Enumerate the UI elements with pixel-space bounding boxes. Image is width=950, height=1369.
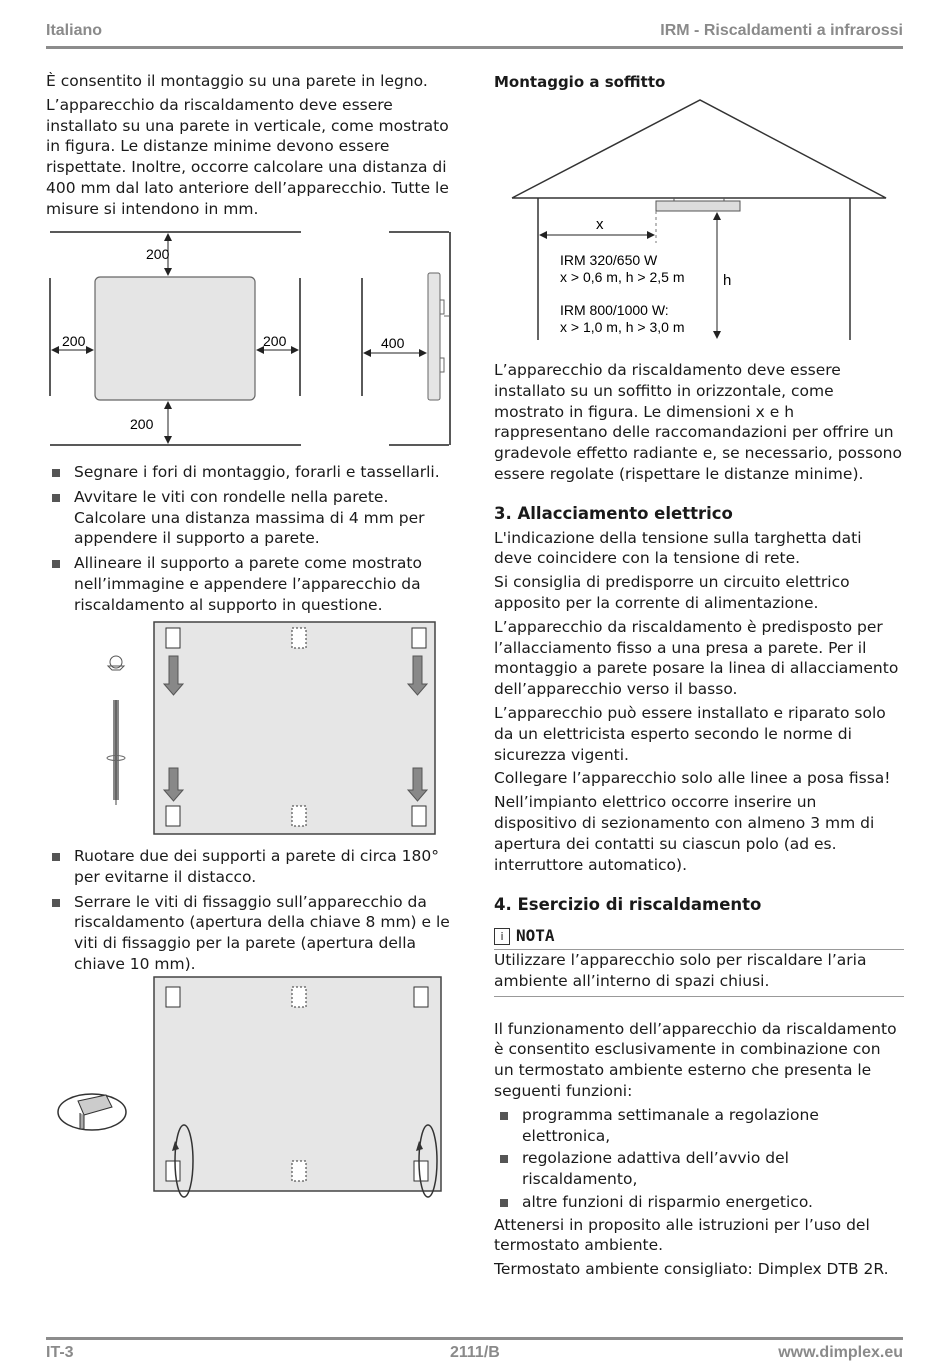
left-intro: [46, 71, 456, 223]
header-language: Italiano: [46, 22, 103, 39]
dim-x: x: [596, 216, 604, 233]
section-3-title: 3. Allacciamento elettrico: [494, 503, 733, 523]
footer-rule: [46, 1337, 903, 1340]
fig-label-4: x > 1,0 m, h > 3,0 m: [560, 319, 685, 335]
dim-left: 200: [62, 333, 86, 349]
left-p1: È consentito il montaggio su una parete in legno.: [46, 72, 428, 90]
fixing-steps: [46, 846, 456, 979]
s4-paragraph: Il funzionamento dell’apparecchio da riscaldamento è consentito esclusivamente in combinazione con un termostato ambiente esterno che presenta le seguenti funzioni:: [494, 1019, 897, 1100]
right-content: [494, 360, 904, 1283]
s3-paragraph: Nell’impianto elettrico occorre inserire un dispositivo di sezionamento con almeno 3 mm di apertura dei contatti su ciascun polo (ad es. interruttore automatico).: [494, 793, 875, 874]
footer-page: IT-3: [46, 1344, 74, 1361]
list-item: Ruotare due dei supporti a parete di circa 180° per evitarne il distacco.: [46, 846, 456, 888]
s3-paragraph: Si consiglia di predisporre un circuito elettrico apposito per la corrente di alimentazione.: [494, 573, 850, 612]
list-item: programma settimanale a regolazione elettronica,: [494, 1105, 904, 1147]
section-4-title: 4. Esercizio di riscaldamento: [494, 895, 762, 915]
left-p2: L’apparecchio da riscaldamento deve essere installato su una parete in verticale, come mostrato in figura. Le distanze minime devono essere rispettate. Inoltre, occorre calcolare una distanza di 400 mm dal lato anteriore dell’apparecchio. Tutte le misure si intendono in mm.: [46, 95, 449, 218]
list-item: regolazione adattiva dell’avvio del riscaldamento,: [494, 1148, 904, 1190]
footer-doc: 2111/B: [450, 1344, 500, 1361]
fig-label-3: IRM 800/1000 W:: [560, 302, 669, 318]
heater-panel-side: [428, 273, 440, 400]
note-text: Utilizzare l’apparecchio solo per riscaldare l’aria ambiente all’interno di spazi chiusi.: [494, 950, 904, 997]
ceiling-text: L’apparecchio da riscaldamento deve essere installato su un soffitto in orizzontale, come mostrato in figura. Le dimensioni x e h rappresentano delle raccomandazioni per offrire un gradevole effetto radiante e, se necessario, possono essere regolate (rispettare le distanze minime).: [494, 361, 902, 483]
ceiling-mount-title: Montaggio a soffitto: [494, 73, 666, 91]
s3-paragraph: Collegare l’apparecchio solo alle linee a posa fissa!: [494, 769, 891, 788]
mounting-steps: [46, 462, 456, 620]
s4-paragraph: Termostato ambiente consigliato: Dimplex DTB 2R.: [494, 1260, 889, 1279]
dim-h: h: [723, 272, 732, 289]
header-title: IRM - Riscaldamenti a infrarossi: [660, 22, 903, 39]
dim-right: 200: [263, 333, 287, 349]
fig-label-1: IRM 320/650 W: [560, 252, 658, 268]
ceiling-mount-figure: [512, 98, 888, 342]
s4-paragraph: Attenersi in proposito alle istruzioni per l’uso del termostato ambiente.: [494, 1215, 870, 1255]
dim-front: 400: [381, 335, 405, 351]
footer-url[interactable]: www.dimplex.eu: [778, 1344, 903, 1361]
s3-paragraph: L’apparecchio da riscaldamento è predisposto per l’allacciamento fisso a una presa a parete. Per il montaggio a parete posare la linea di allacciamento dell’apparecchio verso il basso.: [494, 617, 899, 699]
list-item: Segnare i fori di montaggio, forarli e tassellarli.: [46, 462, 456, 483]
heater-panel-front: [95, 277, 255, 400]
wall-distance-figure: [46, 228, 456, 450]
dim-top: 200: [146, 246, 170, 262]
note-label: NOTA: [516, 926, 555, 946]
info-icon: i: [494, 928, 510, 945]
fig-label-2: x > 0,6 m, h > 2,5 m: [560, 269, 685, 285]
heater-panel-back: [154, 977, 441, 1191]
heater-panel-back: [154, 622, 435, 834]
ceiling-heater: [656, 201, 740, 211]
list-item: altre funzioni di risparmio energetico.: [494, 1192, 904, 1213]
s3-paragraph: L’apparecchio può essere installato e riparato solo da un elettricista esperto secondo le norme di sicurezza vigenti.: [494, 703, 886, 764]
bracket-hanging-figure: [90, 620, 440, 838]
dim-bottom: 200: [130, 416, 154, 432]
bracket-rotate-figure: [56, 975, 446, 1195]
header-rule: [46, 46, 903, 49]
s3-paragraph: L'indicazione della tensione sulla targhetta dati deve coincidere con la tensione di rete.: [494, 528, 862, 568]
list-item: Allineare il supporto a parete come mostrato nell’immagine e appendere l’apparecchio da riscaldamento al supporto in questione.: [46, 553, 456, 615]
list-item: Avvitare le viti con rondelle nella parete. Calcolare una distanza massima di 4 mm per appendere il supporto a parete.: [46, 487, 456, 549]
note-header: [494, 926, 904, 950]
list-item: Serrare le viti di fissaggio sull’apparecchio da riscaldamento (apertura della chiave 8 mm) e le viti di fissaggio per la parete (apertura della chiave 10 mm).: [46, 892, 456, 975]
